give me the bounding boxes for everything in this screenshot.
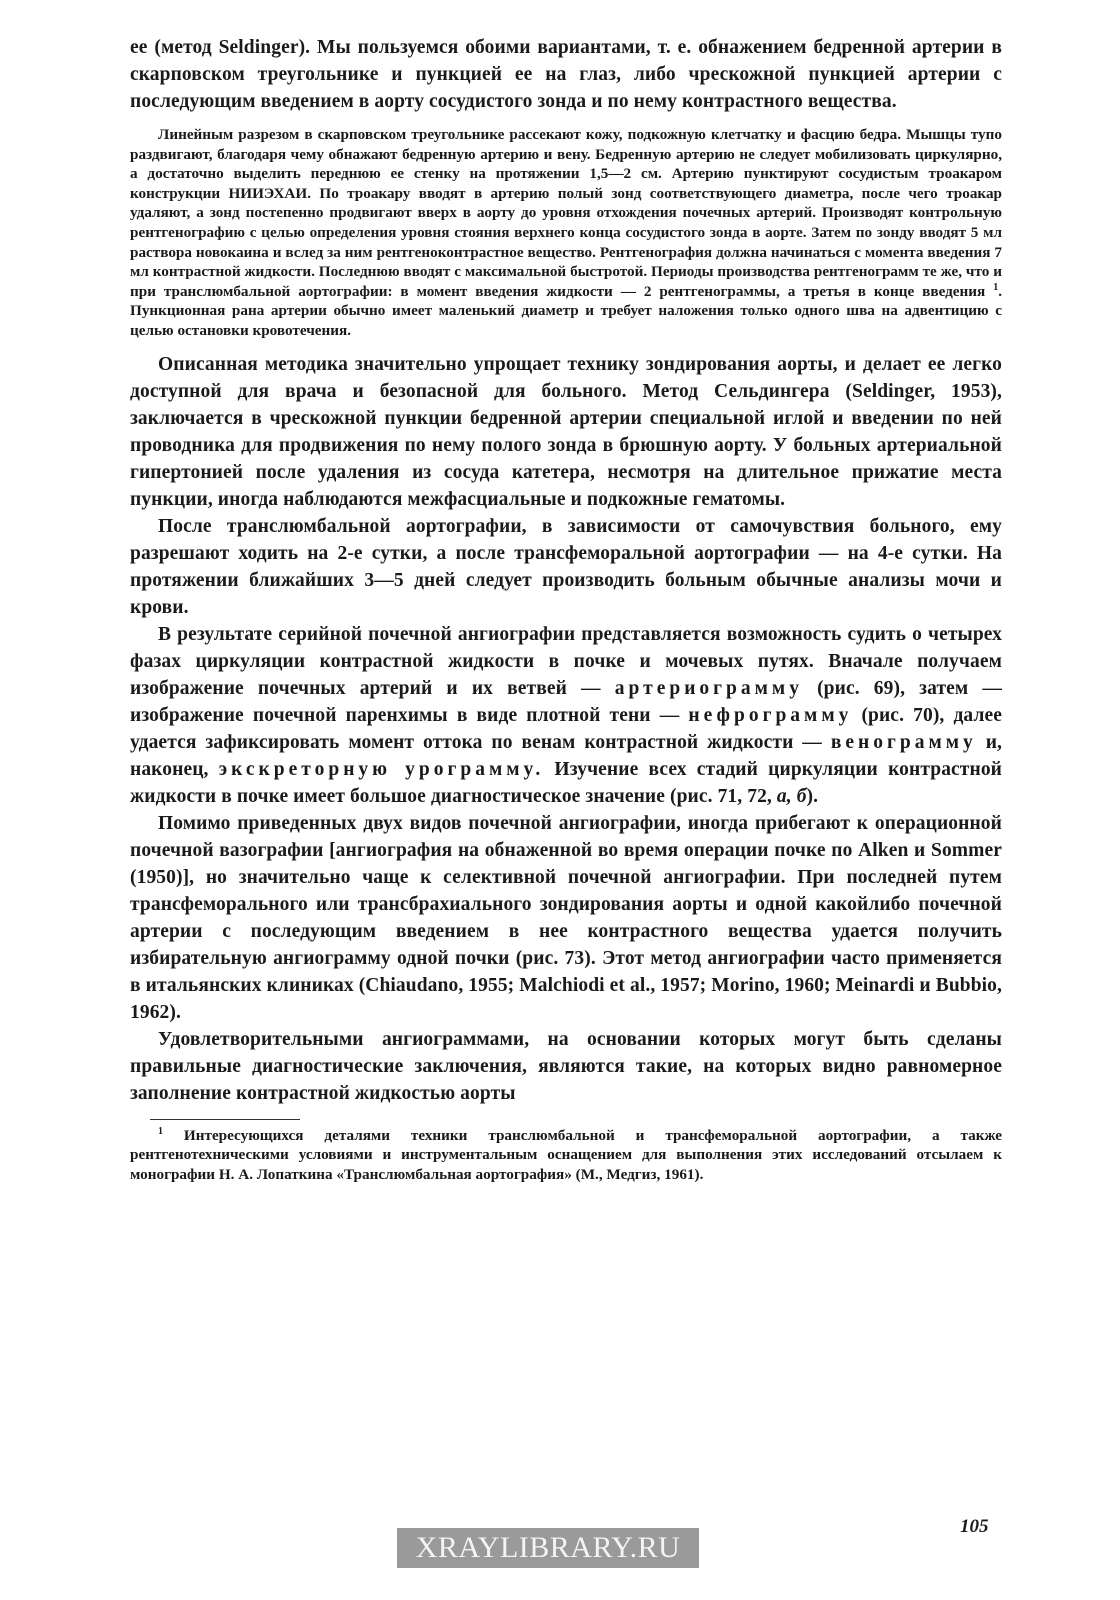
footnote xyxy=(130,1126,1002,1185)
paragraph-selective: Помимо приведенных двух видов почечной ангиографии, иногда прибегают к операционной почечной вазографии [ангиография на обнаженной во время операции почке по Alken и Sommer (1950)], но значительно чаще к селективной почечной ангиографии. При последней путем трансфеморального или трансбрахиального зондирования аорты и одной какойлибо почечной артерии с последующим введением в нее контрастного вещества удается получить избирательную ангиограмму одной почки (рис. 73). Этот метод ангиографии часто применяется в итальянских клиниках (Chiaudano, 1955; Malchiodi et al., 1957; Morino, 1960; Meinardi и Bubbio, 1962). xyxy=(130,812,1002,1023)
figure-ref-letters: а, б xyxy=(776,785,807,807)
phases-text-end: ). xyxy=(806,785,819,807)
phases-text-4: и, наконец, xyxy=(130,731,1003,780)
paragraph-aftercare: После транслюмбальной аортографии, в зависимости от самочувствия больного, ему разрешают ходить на 2-е сутки, а после трансфеморальной аортографии — на 4-е сутки. На протяжении ближайших 3—5 дней следует производить больным обычные анализы мочи и крови. xyxy=(130,515,1002,618)
paragraph-procedure: Линейным разрезом в скарповском треугольнике рассекают кожу, подкожную клетчатку и фасцию бедра. Мышцы тупо раздвигают, благодаря чему обнажают бедренную артерию и вену. Бедренную артерию не следует мобилизовать циркулярно, а достаточно выделить переднюю ее стенку на протяжении 1,5—2 см. Артерию пунктируют сосудистым троакаром конструкции НИИЭХАИ. По троакару вводят в артерию полый зонд соответствующего диаметра, после чего троакар удаляют, а зонд постепенно продвигают вверх в аорту до уровня отхождения почечных артерий. Производят контрольную рентгенографию с целью определения уровня стояния верхнего конца сосудистого зонда в аорте. Затем по зонду вводят 5 мл раствора новокаина и вслед за ним рентгеноконтрастное вещество. Рентгенография должна начинаться с момента введения 7 мл контрастной жидкости. Последнюю вводят с максимальной быстротой. Периоды производства рентгенограмм те же, что и при транслюмбальной аортографии: в момент введения жидкости — 2 рентгенограммы, а третья в конце введения $^1$. Пункционная рана артерии обычно имеет маленький диаметр и требует наложения только одного шва на адвентицию с целью остановки кровотечения. xyxy=(130,126,1002,339)
footnote-divider xyxy=(150,1119,300,1120)
phases-text-1: В результате серийной почечной ангиографии представляется возможность судить о четырех фазах циркуляции контрастной жидкости в почке и мочевых путях. Вначале получаем изображение почечных артерий и их ветвей — xyxy=(130,623,1002,699)
paragraph-intro: ее (метод Seldinger). Мы пользуемся обоими вариантами, т. е. обнажением бедренной артерии в скарповском треугольнике и пункцией ее на глаз, либо чрескожной пункцией артерии с последующим введением в аорту сосудистого зонда и по нему контрастного вещества. xyxy=(130,37,1002,112)
term-arteriogram: артериограмму xyxy=(614,677,803,699)
footnote-ref: 1 xyxy=(993,281,999,293)
page-body xyxy=(130,34,1002,1184)
footnote-text: Интересующихся деталями техники транслюмбальной и трансфеморальной аортографии, а также рентгенотехническими условиями и инструментальным оснащением для выполнения этих исследований отсылаем к монографии Н. А. Лопаткина «Транслюмбальная аортография» (М., Медгиз, 1961). xyxy=(130,1126,1003,1183)
paragraph-phases xyxy=(130,621,1002,810)
phases-text-2: (рис. 69), затем — изображение почечной паренхимы в виде плотной тени — xyxy=(130,677,1002,726)
page-number: 105 xyxy=(960,1516,989,1537)
term-venogram: венограмму xyxy=(830,731,977,753)
term-urogram: экскреторную урограмму. xyxy=(218,758,545,780)
term-nephrogram: нефрограмму xyxy=(688,704,853,726)
procedure-text-end: Пункционная рана артерии обычно имеет маленький диаметр и требует наложения только одного шва на адвентицию с целью остановки кровотечения. xyxy=(130,302,1002,339)
phases-text-3: (рис. 70), далее удается зафиксировать момент оттока по венам контрастной жидкости — xyxy=(130,704,1002,753)
footnote-mark: 1 xyxy=(158,1125,163,1137)
watermark: XRAYLIBRARY.RU xyxy=(397,1528,699,1568)
paragraph-criteria: Удовлетворительными ангиограммами, на основании которых могут быть сделаны правильные диагностические заключения, являются такие, на которых видно равномерное заполнение контрастной жидкостью аорты xyxy=(130,1028,1002,1104)
procedure-text: Линейным разрезом в скарповском треугольнике рассекают кожу, подкожную клетчатку и фасцию бедра. Мышцы тупо раздвигают, благодаря чему обнажают бедренную артерию и вену. Бедренную артерию не следует мобилизовать циркулярно, а достаточно выделить переднюю ее стенку на протяжении 1,5—2 см. Артерию пунктируют сосудистым троакаром конструкции НИИЭХАИ. По троакару вводят в артерию полый зонд соответствующего диаметра, после чего троакар удаляют, а зонд постепенно продвигают вверх в аорту до уровня отхождения почечных артерий. Производят контрольную рентгенографию с целью определения уровня стояния верхнего конца сосудистого зонда в аорте. Затем по зонду вводят 5 мл раствора новокаина и вслед за ним рентгеноконтрастное вещество. Рентгенография должна начинаться с момента введения 7 мл контрастной жидкости. Последнюю вводят с максимальной быстротой. Периоды производства рентгенограмм те же, что и при транслюмбальной аортографии: в момент введения жидкости — 2 рентгенограммы, а третья в конце введения xyxy=(130,126,1002,300)
phases-text-5: Изучение всех стадий циркуляции контрастной жидкости в почке имеет большое диагностическое значение (рис. 71, 72, xyxy=(130,758,1002,807)
paragraph-method: Описанная методика значительно упрощает технику зондирования аорты, и делает ее легко доступной для врача и безопасной для больного. Метод Сельдингера (Seldinger, 1953), заключается в чрескожной пункции бедренной артерии специальной иглой и введении по ней проводника для продвижения по нему полого зонда в брюшную аорту. У больных артериальной гипертонией после удаления из сосуда катетера, несмотря на длительное прижатие места пункции, иногда наблюдаются межфасциальные и подкожные гематомы. xyxy=(130,353,1002,510)
